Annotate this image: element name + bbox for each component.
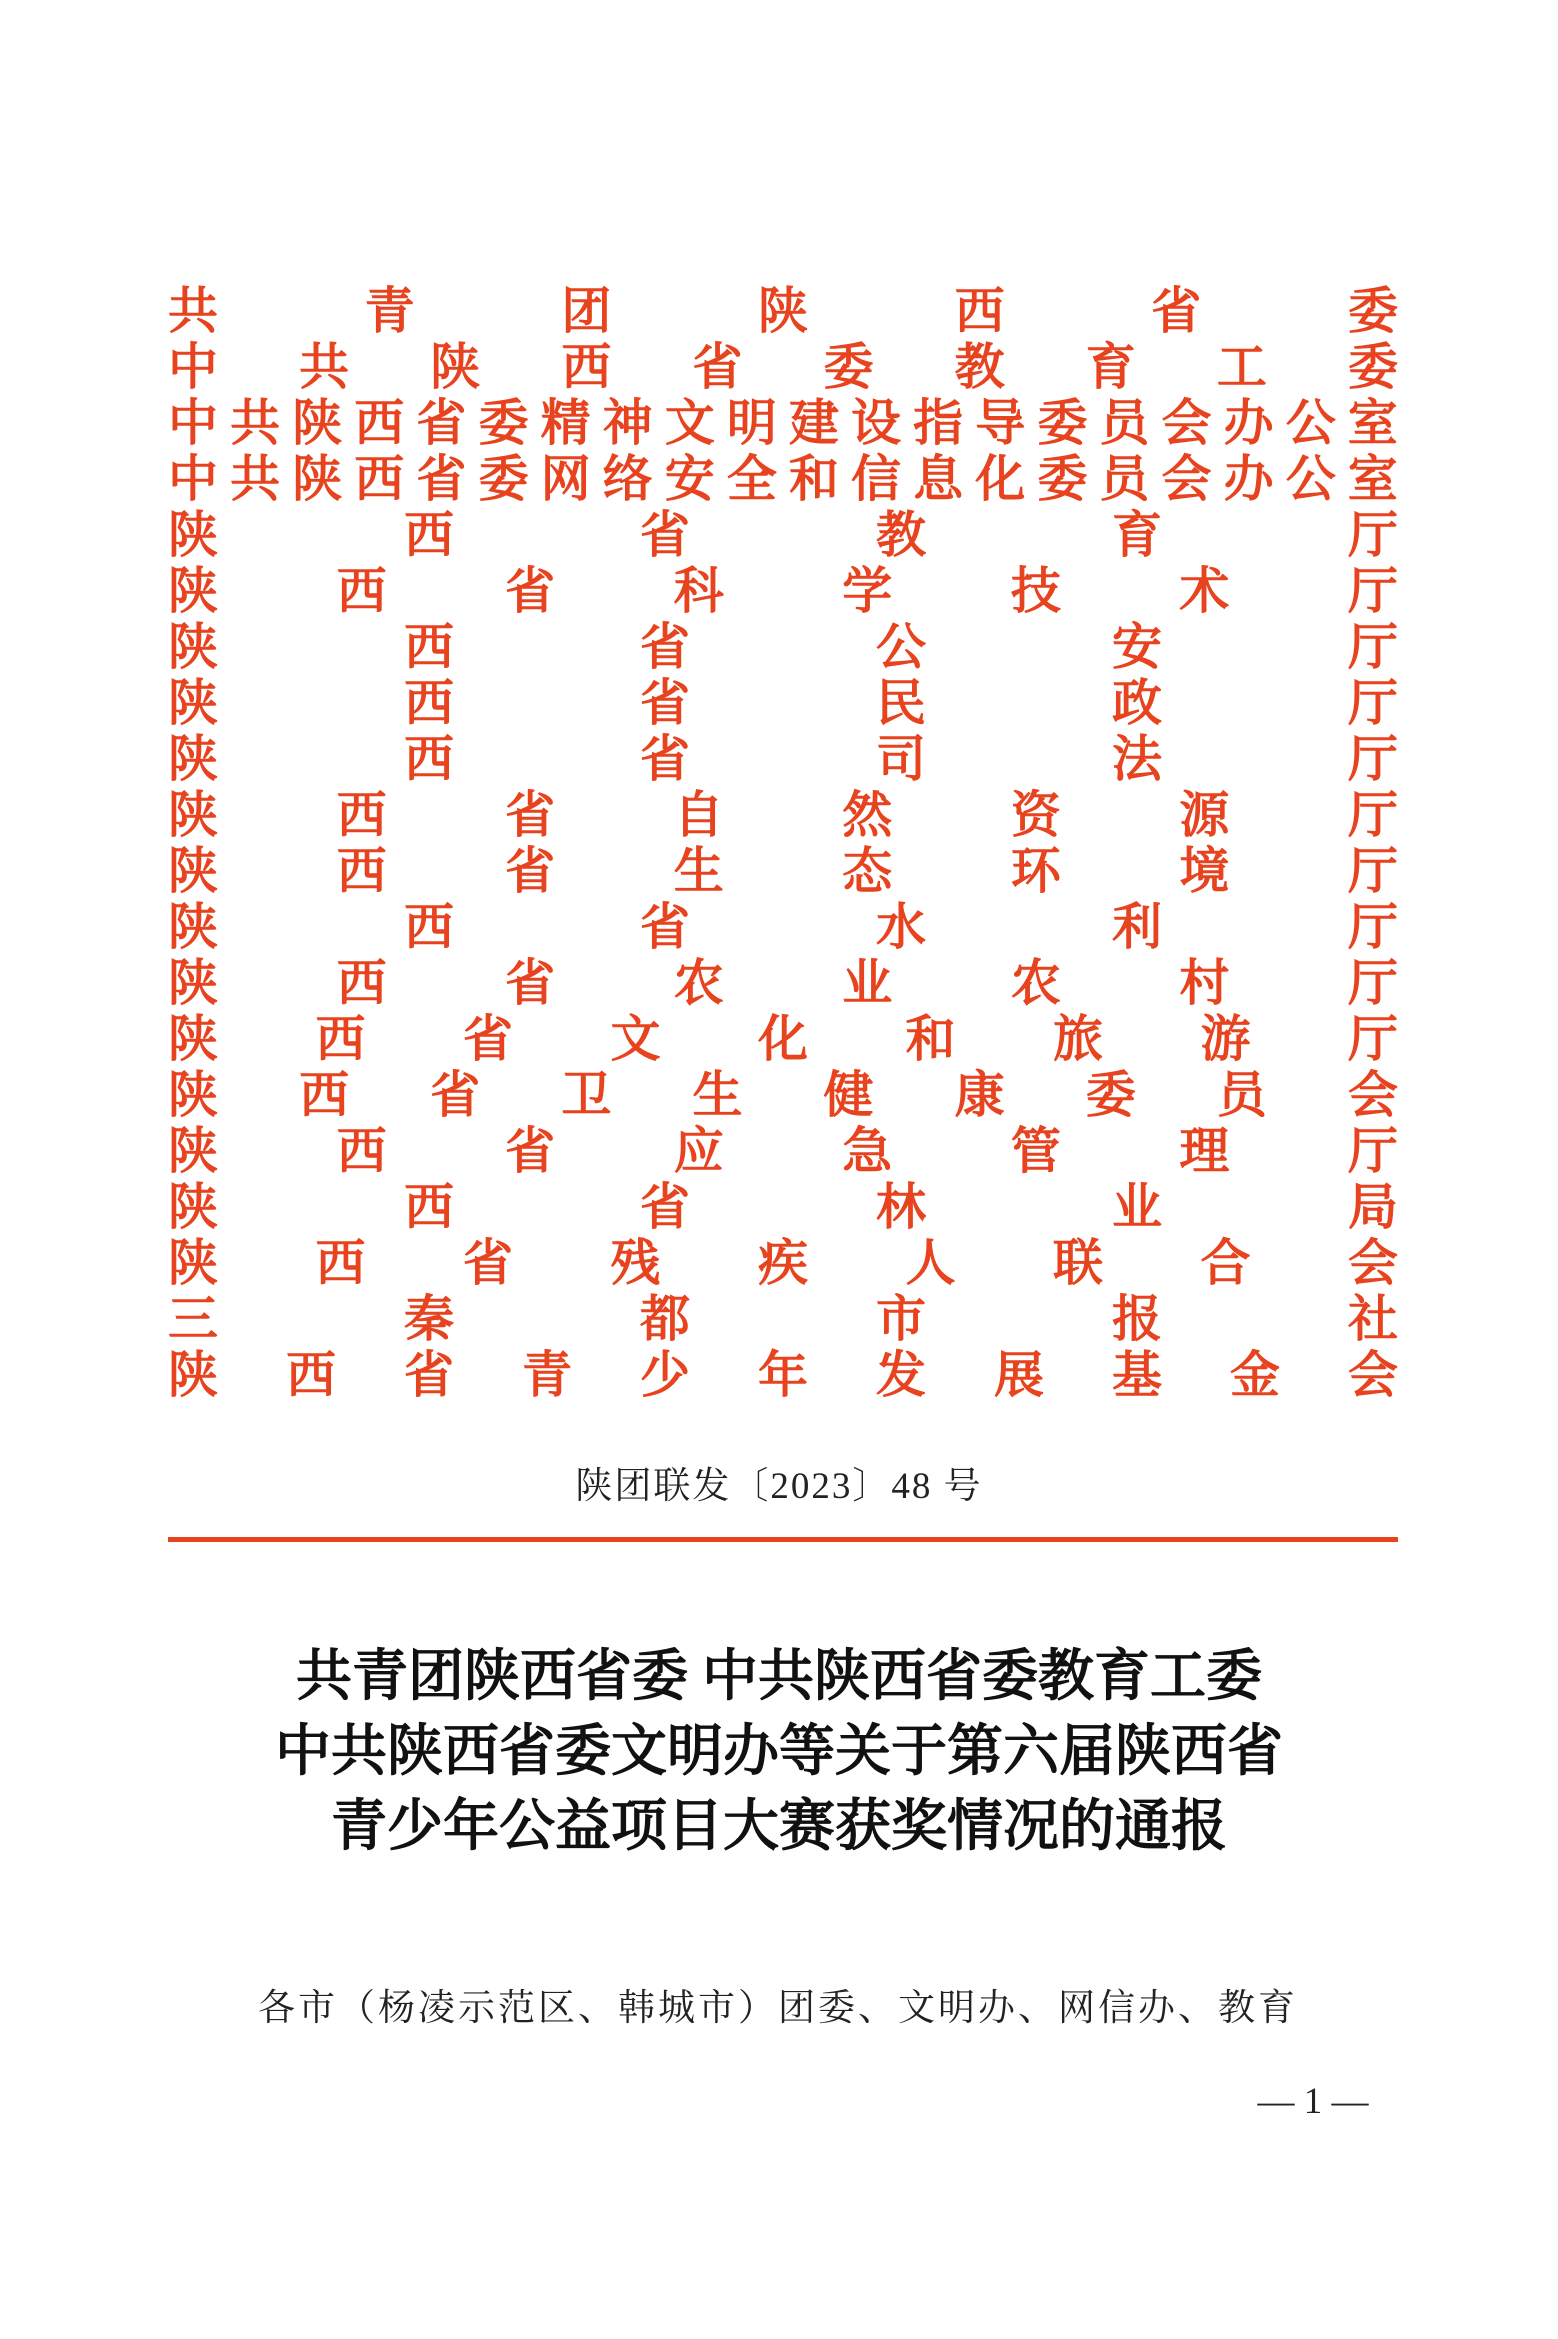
issuer-char: 委 (1085, 1067, 1136, 1123)
issuer-char: 西 (404, 1179, 454, 1235)
issuer-char: 化 (758, 1011, 808, 1067)
salutation: 各市（杨凌示范区、韩城市）团委、文明办、网信办、教育 (258, 1988, 1298, 2029)
issuer-char: 西 (404, 731, 454, 787)
issuer-char: 省 (640, 619, 690, 675)
issuer-char: 陕 (168, 1011, 218, 1067)
issuer-char: 陕 (168, 675, 218, 731)
issuer-char: 西 (336, 1123, 387, 1179)
issuer-char: 业 (1112, 1179, 1162, 1235)
issuer-char: 然 (842, 787, 893, 843)
issuer-char: 厅 (1347, 787, 1398, 843)
issuer-char: 青 (522, 1347, 572, 1403)
issuer-row (168, 1235, 1398, 1291)
issuer-char: 委 (1037, 451, 1088, 507)
issuer-char: 市 (876, 1291, 926, 1347)
issuer-char: 明 (726, 395, 777, 451)
issuer-char: 室 (1347, 395, 1398, 451)
issuer-char: 省 (640, 507, 690, 563)
issuer-char: 委 (1037, 395, 1088, 451)
issuer-char: 建 (788, 395, 839, 451)
issuer-char: 政 (1112, 675, 1162, 731)
issuer-char: 省 (640, 731, 690, 787)
issuer-char: 陕 (168, 843, 218, 899)
issuer-char: 厅 (1348, 731, 1398, 787)
issuer-char: 员 (1099, 395, 1150, 451)
issuer-row (168, 1067, 1398, 1123)
issuer-char: 育 (1112, 507, 1162, 563)
issuer-char: 会 (1161, 395, 1212, 451)
issuer-char: 教 (954, 339, 1005, 395)
issuer-char: 陕 (168, 563, 218, 619)
issuer-char: 陕 (757, 283, 808, 339)
issuer-char: 旅 (1053, 1011, 1103, 1067)
issuer-row (168, 563, 1398, 619)
issuer-char: 委 (1347, 339, 1398, 395)
issuer-char: 合 (1200, 1235, 1251, 1291)
issuer-char: 人 (905, 1235, 956, 1291)
issuer-char: 委 (1347, 283, 1398, 339)
issuer-char: 西 (354, 451, 405, 507)
issuer-char: 员 (1099, 451, 1150, 507)
issuer-char: 厅 (1348, 507, 1398, 563)
issuer-char: 共 (168, 283, 218, 339)
issuer-char: 信 (851, 451, 902, 507)
issuer-char: 陕 (168, 1347, 218, 1403)
issuer-char: 络 (602, 451, 653, 507)
issuer-char: 西 (336, 787, 387, 843)
issuer-row (168, 1291, 1398, 1347)
issuer-char: 省 (505, 955, 556, 1011)
issuer-char: 西 (299, 1067, 350, 1123)
issuer-char: 陕 (168, 899, 218, 955)
issuer-char: 省 (505, 563, 556, 619)
issuer-char: 公 (1285, 451, 1336, 507)
issuer-char: 育 (1085, 339, 1136, 395)
issuer-char: 安 (1112, 619, 1162, 675)
issuer-char: 农 (673, 955, 724, 1011)
issuer-char: 办 (1223, 451, 1274, 507)
issuer-char: 都 (640, 1291, 690, 1347)
issuer-char: 少 (640, 1347, 690, 1403)
issuer-char: 社 (1348, 1291, 1398, 1347)
issuer-char: 西 (336, 955, 387, 1011)
issuer-char: 态 (842, 843, 893, 899)
title-line-1: 共青团陕西省委 中共陕西省委教育工委 (296, 1646, 1262, 1708)
issuer-char: 陕 (168, 1123, 218, 1179)
issuer-char: 陕 (430, 339, 481, 395)
page-number: — 1 — (1257, 2081, 1369, 2122)
issuer-char: 发 (876, 1347, 926, 1403)
issuer-char: 共 (230, 395, 281, 451)
issuer-char: 文 (610, 1011, 661, 1067)
issuer-char: 残 (610, 1235, 661, 1291)
issuer-char: 陕 (292, 395, 343, 451)
issuer-char: 资 (1010, 787, 1061, 843)
issuer-char: 全 (726, 451, 777, 507)
issuer-char: 健 (823, 1067, 874, 1123)
issuer-char: 厅 (1348, 1011, 1398, 1067)
issuer-char: 文 (664, 395, 715, 451)
issuer-row (168, 507, 1398, 563)
issuer-char: 陕 (168, 1179, 218, 1235)
issuer-char: 联 (1053, 1235, 1103, 1291)
issuer-char: 会 (1348, 1347, 1398, 1403)
issuer-char: 厅 (1348, 899, 1398, 955)
issuer-char: 陕 (168, 1235, 218, 1291)
issuer-char: 西 (404, 507, 454, 563)
issuer-char: 生 (673, 843, 724, 899)
issuer-char: 利 (1112, 899, 1162, 955)
issuer-char: 展 (994, 1347, 1044, 1403)
issuer-char: 省 (416, 395, 467, 451)
issuer-char: 理 (1179, 1123, 1230, 1179)
issuer-char: 陕 (168, 1067, 218, 1123)
issuer-char: 西 (561, 339, 612, 395)
issuer-char: 团 (561, 283, 612, 339)
issuer-char: 卫 (561, 1067, 612, 1123)
issuer-char: 和 (788, 451, 839, 507)
issuer-char: 西 (315, 1011, 366, 1067)
issuer-char: 省 (404, 1347, 454, 1403)
issuer-char: 委 (823, 339, 874, 395)
issuer-row (168, 1179, 1398, 1235)
issuer-char: 司 (876, 731, 926, 787)
issuer-char: 水 (876, 899, 926, 955)
issuer-char: 局 (1348, 1179, 1398, 1235)
issuer-char: 报 (1112, 1291, 1162, 1347)
issuer-char: 村 (1179, 955, 1230, 1011)
issuer-char: 省 (640, 899, 690, 955)
issuer-char: 息 (913, 451, 964, 507)
issuer-row (168, 395, 1398, 451)
issuer-row (168, 1123, 1398, 1179)
issuer-char: 省 (640, 1179, 690, 1235)
issuer-char: 员 (1216, 1067, 1267, 1123)
issuer-char: 西 (954, 283, 1005, 339)
issuer-char: 省 (430, 1067, 481, 1123)
issuer-char: 技 (1010, 563, 1061, 619)
issuer-char: 境 (1179, 843, 1230, 899)
issuer-char: 陕 (292, 451, 343, 507)
issuer-char: 厅 (1348, 619, 1398, 675)
issuer-char: 陕 (168, 787, 218, 843)
issuer-char: 指 (913, 395, 964, 451)
issuer-char: 陕 (168, 507, 218, 563)
issuer-char: 游 (1200, 1011, 1251, 1067)
issuer-char: 省 (505, 787, 556, 843)
issuer-char: 公 (876, 619, 926, 675)
issuer-char: 省 (692, 339, 743, 395)
issuer-row (168, 451, 1398, 507)
red-divider (168, 1537, 1398, 1542)
issuer-char: 室 (1347, 451, 1398, 507)
issuer-row (168, 731, 1398, 787)
issuer-char: 教 (876, 507, 926, 563)
issuer-char: 安 (664, 451, 715, 507)
issuer-char: 导 (975, 395, 1026, 451)
issuer-char: 设 (851, 395, 902, 451)
issuer-char: 林 (876, 1179, 926, 1235)
issuer-char: 西 (336, 563, 387, 619)
issuer-char: 省 (640, 675, 690, 731)
title-line-2: 中共陕西省委文明办等关于第六届陕西省 (275, 1721, 1283, 1783)
issuer-char: 省 (463, 1011, 513, 1067)
issuer-char: 三 (168, 1291, 218, 1347)
issuer-char: 省 (505, 843, 556, 899)
issuer-char: 中 (168, 451, 218, 507)
document-title (0, 1640, 1558, 1865)
issuer-header (168, 283, 1398, 1403)
issuer-char: 西 (286, 1347, 336, 1403)
issuer-char: 公 (1285, 395, 1336, 451)
issuer-char: 会 (1347, 1067, 1398, 1123)
issuer-char: 委 (478, 451, 529, 507)
issuer-char: 管 (1010, 1123, 1061, 1179)
issuer-char: 法 (1112, 731, 1162, 787)
issuer-char: 省 (1151, 283, 1202, 339)
issuer-char: 西 (354, 395, 405, 451)
issuer-char: 厅 (1347, 955, 1398, 1011)
issuer-char: 陕 (168, 955, 218, 1011)
issuer-char: 生 (692, 1067, 743, 1123)
issuer-char: 应 (673, 1123, 724, 1179)
issuer-row (168, 843, 1398, 899)
issuer-char: 急 (842, 1123, 893, 1179)
issuer-char: 化 (975, 451, 1026, 507)
issuer-row (168, 955, 1398, 1011)
issuer-char: 术 (1179, 563, 1230, 619)
issuer-char: 业 (842, 955, 893, 1011)
issuer-char: 疾 (758, 1235, 808, 1291)
issuer-char: 西 (315, 1235, 366, 1291)
issuer-char: 康 (954, 1067, 1005, 1123)
issuer-row (168, 1347, 1398, 1403)
issuer-char: 网 (540, 451, 591, 507)
issuer-char: 办 (1223, 395, 1274, 451)
issuer-char: 中 (168, 395, 218, 451)
issuer-row (168, 619, 1398, 675)
issuer-char: 自 (673, 787, 724, 843)
issuer-char: 厅 (1347, 843, 1398, 899)
issuer-char: 青 (364, 283, 415, 339)
issuer-char: 省 (463, 1235, 513, 1291)
issuer-char: 会 (1161, 451, 1212, 507)
issuer-char: 和 (905, 1011, 956, 1067)
issuer-char: 厅 (1348, 675, 1398, 731)
issuer-char: 西 (404, 619, 454, 675)
issuer-char: 金 (1230, 1347, 1280, 1403)
issuer-char: 厅 (1347, 1123, 1398, 1179)
issuer-char: 共 (299, 339, 350, 395)
issuer-char: 西 (404, 899, 454, 955)
issuer-char: 农 (1010, 955, 1061, 1011)
issuer-row (168, 1011, 1398, 1067)
issuer-char: 源 (1179, 787, 1230, 843)
issuer-row (168, 787, 1398, 843)
issuer-char: 陕 (168, 731, 218, 787)
issuer-char: 精 (540, 395, 591, 451)
issuer-row (168, 339, 1398, 395)
issuer-char: 厅 (1347, 563, 1398, 619)
issuer-char: 秦 (404, 1291, 454, 1347)
issuer-char: 工 (1216, 339, 1267, 395)
issuer-char: 年 (758, 1347, 808, 1403)
issuer-char: 省 (416, 451, 467, 507)
issuer-char: 西 (336, 843, 387, 899)
issuer-char: 民 (876, 675, 926, 731)
issuer-char: 共 (230, 451, 281, 507)
issuer-char: 学 (842, 563, 893, 619)
issuer-char: 会 (1348, 1235, 1398, 1291)
document-number: 陕团联发〔2023〕48 号 (575, 1466, 983, 1507)
issuer-char: 中 (168, 339, 218, 395)
issuer-char: 环 (1010, 843, 1061, 899)
issuer-char: 基 (1112, 1347, 1162, 1403)
issuer-row (168, 675, 1398, 731)
title-line-3: 青少年公益项目大赛获奖情况的通报 (331, 1796, 1227, 1858)
issuer-row (168, 899, 1398, 955)
issuer-char: 省 (505, 1123, 556, 1179)
issuer-char: 陕 (168, 619, 218, 675)
issuer-row (168, 283, 1398, 339)
issuer-char: 西 (404, 675, 454, 731)
issuer-char: 神 (602, 395, 653, 451)
issuer-char: 委 (478, 395, 529, 451)
issuer-char: 科 (673, 563, 724, 619)
